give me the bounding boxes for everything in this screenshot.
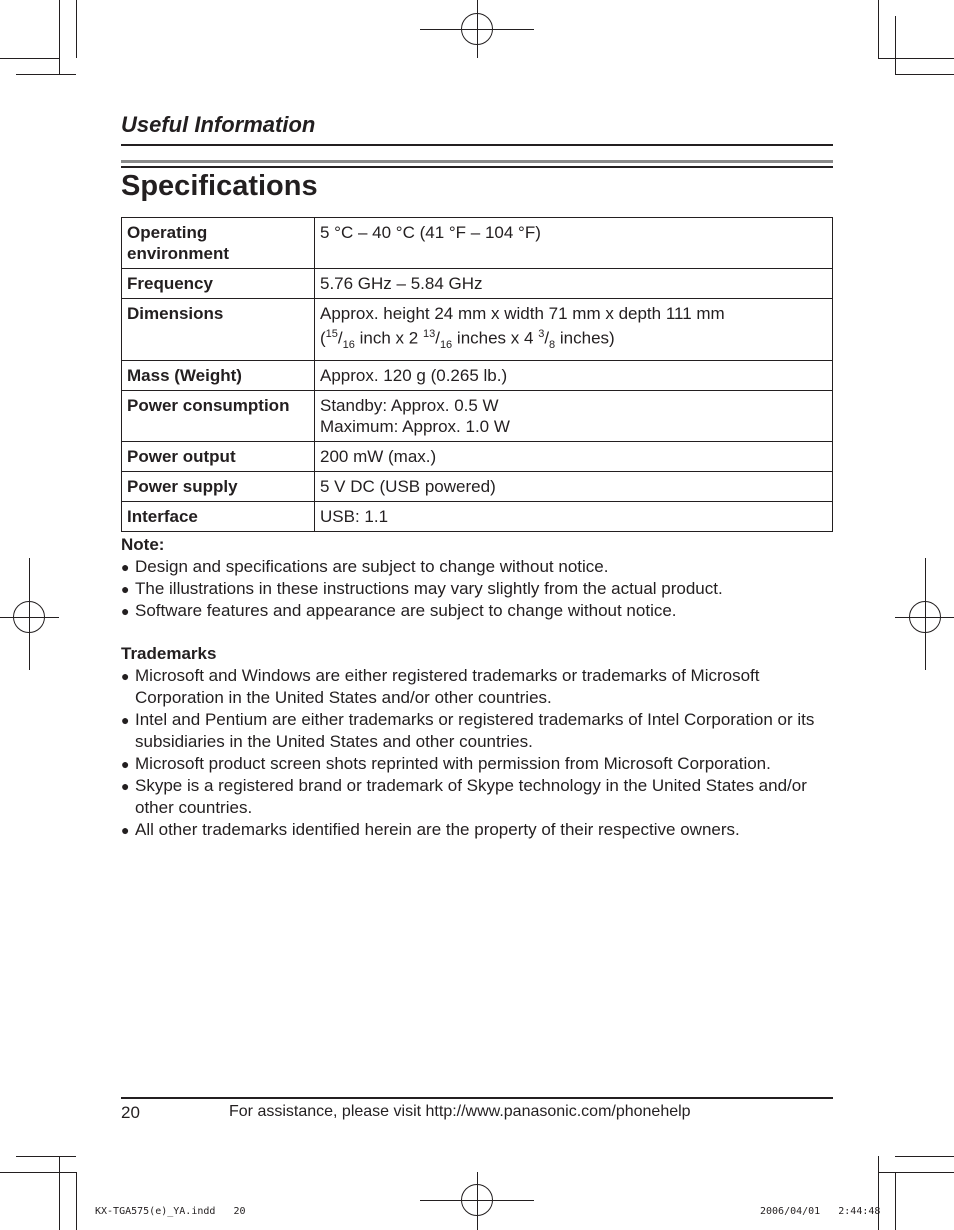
trademark-list xyxy=(121,665,833,841)
bullet-icon: ● xyxy=(121,756,130,772)
spec-label: Mass (Weight) xyxy=(122,361,315,391)
bullet-icon: ● xyxy=(121,668,130,684)
crop-mark xyxy=(878,1172,954,1173)
crop-mark xyxy=(477,1172,478,1230)
list-item xyxy=(121,578,833,600)
crop-mark xyxy=(895,1156,954,1157)
spec-value xyxy=(315,299,833,361)
bullet-icon: ● xyxy=(121,712,130,728)
spec-label: Operating environment xyxy=(122,218,315,269)
crop-mark xyxy=(925,558,926,670)
list-item xyxy=(121,775,833,819)
trademark-text: Intel and Pentium are either trademarks or registered trademarks of Intel Corporation or its subsidiaries in the United States and other countries. xyxy=(135,710,815,751)
standby-power: Standby: Approx. 0.5 W xyxy=(320,396,499,416)
print-slug-file: KX-TGA575(e)_YA.indd 20 xyxy=(95,1206,246,1217)
assistance-text: For assistance, please visit http://www.panasonic.com/phonehelp xyxy=(229,1103,691,1120)
fraction-denominator: 16 xyxy=(439,339,453,352)
fraction-numerator: 3 xyxy=(538,328,545,340)
fraction-slash: / xyxy=(544,328,550,348)
table-row xyxy=(122,269,833,299)
text: inches x 4 xyxy=(452,328,539,348)
trademarks-heading: Trademarks xyxy=(121,644,217,663)
dimensions-metric: Approx. height 24 mm x width 71 mm x depth 111 mm xyxy=(320,304,725,323)
footer-rule xyxy=(121,1097,833,1099)
trademark-text: All other trademarks identified herein are the property of their respective owners. xyxy=(135,820,740,839)
list-item xyxy=(121,665,833,709)
list-item xyxy=(121,600,833,622)
header-rule xyxy=(121,144,833,146)
table-row xyxy=(122,361,833,391)
table-row xyxy=(122,472,833,502)
list-item xyxy=(121,819,833,841)
table-row xyxy=(122,299,833,361)
fraction-numerator: 15 xyxy=(325,328,338,340)
crop-mark xyxy=(76,1172,77,1230)
spec-label: Interface xyxy=(122,502,315,532)
spec-value: Approx. 120 g (0.265 lb.) xyxy=(315,361,833,391)
crop-mark xyxy=(16,74,76,75)
bullet-icon: ● xyxy=(121,603,130,619)
crop-mark xyxy=(895,1172,896,1230)
text: ( xyxy=(320,328,326,348)
dimensions-imperial xyxy=(320,324,827,356)
text: inches) xyxy=(555,328,615,348)
crop-mark xyxy=(59,1156,60,1230)
section-header: Useful Information xyxy=(121,112,316,137)
bullet-icon: ● xyxy=(121,822,130,838)
page-number: 20 xyxy=(121,1103,140,1122)
trademark-text: Microsoft product screen shots reprinted with permission from Microsoft Corporation. xyxy=(135,754,771,773)
bullet-icon: ● xyxy=(121,581,130,597)
spec-value: 5 °C – 40 °C (41 °F – 104 °F) xyxy=(315,218,833,269)
spec-label: Power consumption xyxy=(122,391,315,442)
spec-value: 5.76 GHz – 5.84 GHz xyxy=(315,269,833,299)
crop-mark xyxy=(895,617,954,618)
list-item xyxy=(121,753,833,775)
note-heading: Note: xyxy=(121,535,165,554)
crop-mark xyxy=(0,58,59,59)
crop-mark xyxy=(878,58,954,59)
crop-mark xyxy=(420,29,534,30)
table-row xyxy=(122,442,833,472)
crop-mark xyxy=(16,1156,76,1157)
page-title: Specifications xyxy=(121,170,318,202)
spec-label: Frequency xyxy=(122,269,315,299)
list-item xyxy=(121,709,833,753)
title-rule xyxy=(121,166,833,168)
specifications-table xyxy=(121,217,833,532)
crop-mark xyxy=(29,558,30,670)
note-text: Design and specifications are subject to change without notice. xyxy=(135,557,609,576)
fraction-denominator: 8 xyxy=(549,339,556,352)
note-text: The illustrations in these instructions may vary slightly from the actual product. xyxy=(135,579,723,598)
spec-value: 5 V DC (USB powered) xyxy=(315,472,833,502)
fraction-slash: / xyxy=(337,328,343,348)
bullet-icon: ● xyxy=(121,778,130,794)
bullet-icon: ● xyxy=(121,559,130,575)
crop-mark xyxy=(878,0,879,58)
crop-mark xyxy=(895,16,896,75)
crop-mark xyxy=(895,74,954,75)
table-row xyxy=(122,391,833,442)
crop-mark xyxy=(76,0,77,58)
fraction-denominator: 16 xyxy=(342,339,355,352)
spec-label: Power supply xyxy=(122,472,315,502)
crop-mark xyxy=(59,0,60,74)
trademark-text: Skype is a registered brand or trademark of Skype technology in the United States and/or other countries. xyxy=(135,776,807,817)
table-row xyxy=(122,218,833,269)
note-list xyxy=(121,556,833,622)
trademark-text: Microsoft and Windows are either registered trademarks or trademarks of Microsoft Corporation in the United States and/or other countries. xyxy=(135,666,760,707)
table-row xyxy=(122,502,833,532)
spec-label: Dimensions xyxy=(122,299,315,361)
title-rule xyxy=(121,160,833,163)
notes-section xyxy=(121,534,833,841)
crop-mark xyxy=(0,1172,76,1173)
crop-mark xyxy=(878,1156,879,1230)
spec-value: USB: 1.1 xyxy=(315,502,833,532)
spec-value: 200 mW (max.) xyxy=(315,442,833,472)
fraction-numerator: 13 xyxy=(422,328,436,340)
spec-label: Power output xyxy=(122,442,315,472)
crop-mark xyxy=(0,617,59,618)
maximum-power: Maximum: Approx. 1.0 W xyxy=(320,417,510,437)
spacer xyxy=(121,622,833,643)
note-text: Software features and appearance are subject to change without notice. xyxy=(135,601,677,620)
crop-mark xyxy=(420,1200,534,1201)
text: inch x 2 xyxy=(354,328,423,348)
print-slug-timestamp: 2006/04/01 2:44:48 xyxy=(760,1206,881,1217)
list-item xyxy=(121,556,833,578)
spec-value xyxy=(315,391,833,442)
fraction-slash: / xyxy=(435,328,440,348)
